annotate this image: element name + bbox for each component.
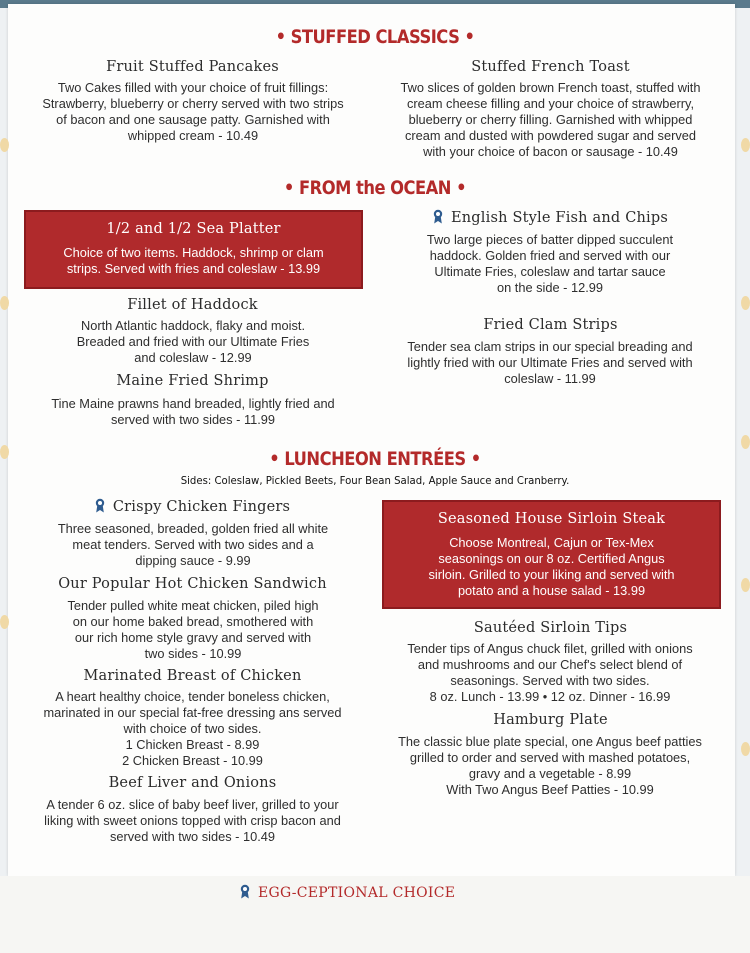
desc-line: Ultimate Fries, coleslaw and tartar sauce (434, 264, 666, 279)
section-heading-from-the-ocean: • FROM the OCEAN • (283, 177, 467, 199)
section-heading-luncheon-entrees: • LUNCHEON ENTRÉES • (269, 448, 481, 470)
item-title-maine-fried-shrimp: Maine Fried Shrimp (116, 373, 269, 389)
section-heading-text: FROM the OCEAN (299, 177, 451, 199)
desc-line: A heart healthy choice, tender boneless chicken, (55, 689, 330, 704)
item-desc-sirloin-steak (384, 535, 719, 599)
item-title-fried-clam-strips: Fried Clam Strips (483, 317, 618, 333)
item-desc-beef-liver-and-onions (15, 797, 370, 845)
desc-line: served with two sides - 11.99 (110, 412, 276, 427)
desc-line: Two large pieces of batter dipped succulent (426, 232, 674, 247)
desc-line: 1 Chicken Breast - 8.99 (125, 737, 260, 752)
desc-line: 2 Chicken Breast - 10.99 (122, 753, 263, 768)
edge-decoration (0, 296, 9, 310)
edge-decoration (741, 578, 750, 592)
section-heading-text: STUFFED CLASSICS (290, 26, 460, 48)
desc-line: lightly fried with our Ultimate Fries and served with (407, 355, 693, 370)
desc-line: Tine Maine prawns hand breaded, lightly fried and (51, 396, 335, 411)
edge-decoration (0, 615, 9, 629)
item-title-marinated-breast-of-chicken: Marinated Breast of Chicken (83, 668, 302, 684)
desc-line: two sides - 10.99 (144, 646, 242, 661)
desc-line: cream cheese filling and your choice of strawberry, (406, 96, 695, 111)
desc-line: Choose Montreal, Cajun or Tex-Mex (449, 535, 654, 550)
desc-line: Tender sea clam strips in our special breading and (407, 339, 693, 354)
desc-line: sirloin. Grilled to your liking and served with (428, 567, 675, 582)
desc-line: gravy and a vegetable - 8.99 (468, 766, 632, 781)
desc-line: seasonings. Served with two sides. (450, 673, 650, 688)
edge-decoration (0, 138, 9, 152)
item-desc-crispy-chicken-fingers (18, 521, 368, 569)
desc-line: blueberry or cherry filling. Garnished with whipped (408, 112, 693, 127)
award-ribbon-icon (95, 498, 105, 517)
desc-line: strips. Served with fries and coleslaw - 13.99 (66, 261, 321, 276)
desc-line: Strawberry, blueberry or cherry served with two strips (42, 96, 344, 111)
item-title-stuffed-french-toast: Stuffed French Toast (471, 59, 630, 75)
item-desc-maine-fried-shrimp (18, 396, 368, 428)
award-ribbon-icon (433, 209, 443, 228)
item-title-crispy-chicken-fingers (20, 498, 365, 517)
item-title-sirloin-steak: Seasoned House Sirloin Steak (437, 511, 666, 527)
desc-line: with your choice of bacon or sausage - 10.49 (423, 144, 678, 159)
desc-line: seasonings on our 8 oz. Certified Angus (438, 551, 665, 566)
desc-line: on our home baked bread, smothered with (72, 614, 314, 629)
desc-line: Choice of two items. Haddock, shrimp or clam (63, 245, 324, 260)
desc-line: With Two Angus Beef Patties - 10.99 (446, 782, 654, 797)
section-heading-stuffed-classics: • STUFFED CLASSICS • (275, 26, 475, 48)
award-ribbon-icon (240, 884, 250, 903)
item-title-sea-platter: 1/2 and 1/2 Sea Platter (106, 221, 281, 237)
item-desc-hot-chicken-sandwich (18, 598, 368, 662)
desc-line: marinated in our special fat-free dressing ans served (43, 705, 342, 720)
desc-line: of bacon and one sausage patty. Garnished with (56, 112, 330, 127)
item-title-text: Crispy Chicken Fingers (112, 499, 291, 515)
item-title-sauteed-sirloin-tips: Sautéed Sirloin Tips (473, 620, 628, 636)
desc-line: Tender pulled white meat chicken, piled high (67, 598, 319, 613)
item-desc-fillet-of-haddock (18, 318, 368, 366)
edge-decoration (741, 138, 750, 152)
item-desc-stuffed-french-toast (373, 80, 728, 160)
desc-line: and coleslaw - 12.99 (134, 350, 252, 365)
desc-line: Breaded and fried with our Ultimate Fries (76, 334, 310, 349)
desc-line: Three seasoned, breaded, golden fried all white (57, 521, 329, 536)
legend-text: EGG-CEPTIONAL CHOICE (258, 885, 456, 901)
item-desc-fruit-stuffed-pancakes (18, 80, 368, 144)
featured-box-sirloin-steak (382, 500, 721, 609)
legend-egg-ceptional-choice (240, 884, 540, 903)
desc-line: grilled to order and served with mashed potatoes, (409, 750, 691, 765)
item-title-fruit-stuffed-pancakes: Fruit Stuffed Pancakes (106, 59, 279, 75)
sides-note: Sides: Coleslaw, Pickled Beets, Four Bean Salad, Apple Sauce and Cranberry. (180, 474, 570, 487)
edge-decoration (0, 445, 9, 459)
desc-line: served with two sides - 10.49 (109, 829, 276, 844)
desc-line: on the side - 12.99 (496, 280, 603, 295)
desc-line: meat tenders. Served with two sides and a (72, 537, 314, 552)
desc-line: and mushrooms and our Chef's select blend of (417, 657, 683, 672)
item-title-fish-and-chips (378, 209, 723, 228)
desc-line: potato and a house salad - 13.99 (457, 583, 646, 598)
item-desc-sea-platter (26, 245, 361, 277)
desc-line: Two Cakes filled with your choice of fruit fillings: (57, 80, 329, 95)
desc-line: cream and dusted with powdered sugar and served (405, 128, 696, 143)
edge-decoration (741, 435, 750, 449)
desc-line: dipping sauce - 9.99 (135, 553, 251, 568)
item-desc-marinated-breast-of-chicken (15, 689, 370, 769)
item-desc-fried-clam-strips (375, 339, 725, 387)
desc-line: Tender tips of Angus chuck filet, grilled with onions (407, 641, 693, 656)
desc-line: haddock. Golden fried and served with our (429, 248, 671, 263)
section-heading-text: LUNCHEON ENTRÉES (284, 448, 466, 470)
desc-line: our rich home style gravy and served with (74, 630, 312, 645)
desc-line: Two slices of golden brown French toast, stuffed with (400, 80, 701, 95)
desc-line: whipped cream - 10.49 (127, 128, 259, 143)
desc-line: A tender 6 oz. slice of baby beef liver, grilled to your (46, 797, 339, 812)
desc-line: liking with sweet onions topped with crisp bacon and (44, 813, 341, 828)
desc-line: The classic blue plate special, one Angus beef patties (398, 734, 702, 749)
edge-decoration (741, 296, 750, 310)
desc-line: coleslaw - 11.99 (504, 371, 596, 386)
item-title-text: English Style Fish and Chips (450, 210, 668, 226)
featured-box-sea-platter (24, 210, 363, 289)
item-title-beef-liver-and-onions: Beef Liver and Onions (108, 775, 277, 791)
item-desc-sauteed-sirloin-tips (375, 641, 725, 705)
item-title-fillet-of-haddock: Fillet of Haddock (127, 297, 258, 313)
desc-line: 8 oz. Lunch - 13.99 • 12 oz. Dinner - 16.99 (429, 689, 671, 704)
item-title-hamburg-plate: Hamburg Plate (493, 712, 608, 728)
item-title-hot-chicken-sandwich: Our Popular Hot Chicken Sandwich (58, 576, 327, 592)
edge-decoration (741, 742, 750, 756)
desc-line: North Atlantic haddock, flaky and moist. (80, 318, 306, 333)
item-desc-fish-and-chips (380, 232, 720, 296)
desc-line: with choice of two sides. (123, 721, 262, 736)
item-desc-hamburg-plate (375, 734, 725, 798)
